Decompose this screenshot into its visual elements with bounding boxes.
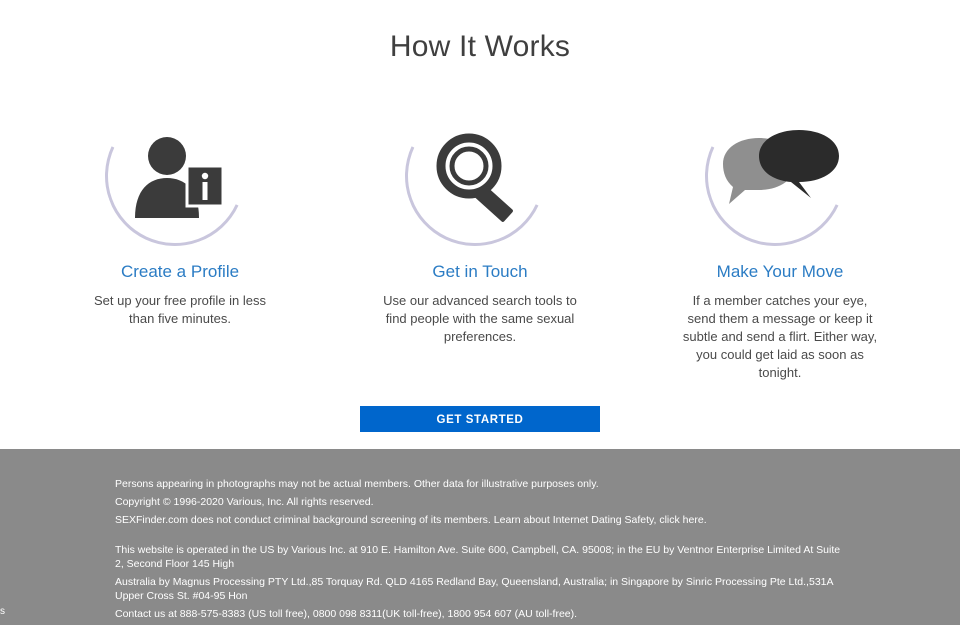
footer-edge-fragment: s [0,606,5,617]
magnifier-search-icon [395,106,565,246]
step-make-your-move [630,106,930,382]
footer-operator-line-1: This website is operated in the US by Various Inc. at 910 E. Hamilton Ave. Suite 600, Campbell, CA. 95008; in the EU by Ventnor Enterprise Limited At Suite 2, Second Floor 145 High [115,544,841,570]
step-get-in-touch [330,106,630,346]
step-title: Create a Profile [120,262,240,281]
step-description: Use our advanced search tools to find people with the same sexual preferences. [383,293,577,344]
footer-screening-notice: SEXFinder.com does not conduct criminal background screening of its members. Learn about Internet Dating Safety, click here. [115,514,707,526]
step-description: Set up your free profile in less than five minutes. [94,293,266,326]
footer-legal-block [115,543,845,621]
step-artwork [95,106,265,246]
cta-row [0,406,960,432]
footer-operator-line-2: Australia by Magnus Processing PTY Ltd.,85 Torquay Rd. QLD 4165 Redland Bay, Queensland, Australia; in Singapore by Sinric Processing Pte Ltd.,531A Upper Cross St. #04-95 Hon [115,576,833,602]
get-started-button[interactable]: GET STARTED [360,406,600,432]
page-title: How It Works [389,30,571,63]
profile-person-info-icon [95,106,265,246]
footer-contact: Contact us at 888-575-8383 (US toll free), 0800 098 8311(UK toll-free), 1800 954 607 (AU toll-free). [115,608,578,620]
chat-bubbles-icon [695,106,865,246]
step-title: Make Your Move [716,262,844,281]
site-footer [0,449,960,625]
footer-copyright: Copyright © 1996-2020 Various, Inc. All rights reserved. [115,496,374,508]
step-title: Get in Touch [432,262,528,281]
step-description: If a member catches your eye, send them a message or keep it subtle and send a flirt. Either way, you could get laid as soon as tonight. [682,293,878,380]
footer-content [115,477,845,621]
step-create-profile [30,106,330,328]
step-artwork [695,106,865,246]
steps-list [0,106,960,382]
footer-disclaimer: Persons appearing in photographs may not be actual members. Other data for illustrative purposes only. [115,478,599,490]
step-artwork [395,106,565,246]
